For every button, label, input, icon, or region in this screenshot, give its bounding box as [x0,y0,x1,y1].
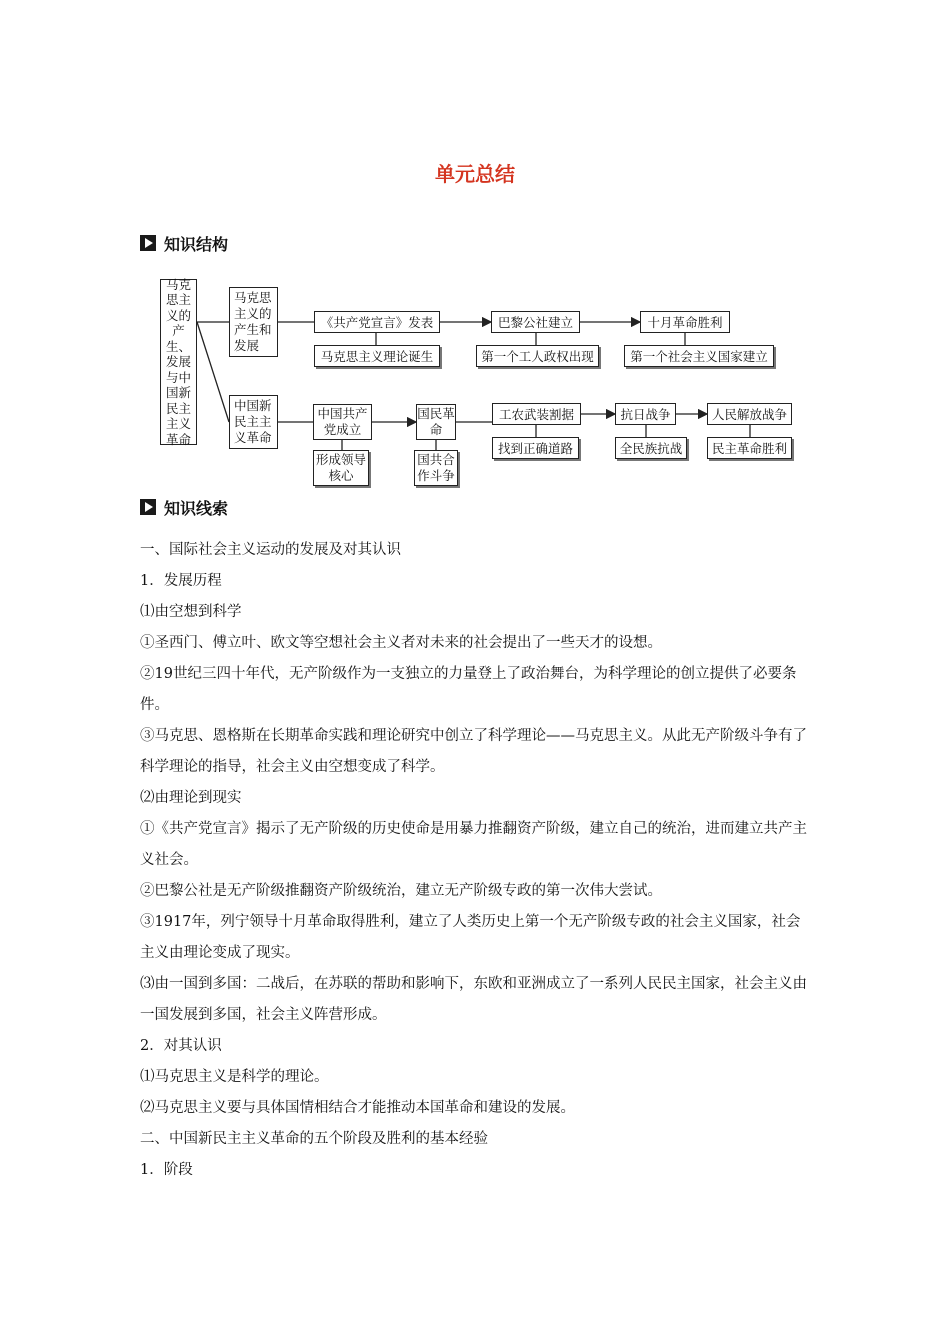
node-label: 第一个社会主义国家建立 [630,348,768,364]
diagram-branch1-label: 马克思主义的产生和发展 [234,290,272,353]
diagram-branch1-box [229,287,278,357]
paragraph: ①圣西门、傅立叶、欧文等空想社会主义者对未来的社会提出了一些天才的设想。 [140,635,662,651]
paragraph: ②19世纪三四十年代，无产阶级作为一支独立的力量登上了政治舞台，为科学理论的创立提供了必要条件。 [140,666,797,713]
node-label: 马克思主义理论诞生 [320,348,434,364]
paragraph: ⑶由一国到多国：二战后，在苏联的帮助和影响下，东欧和亚洲成立了一系列人民民主国家，社会主义由一国发展到多国，社会主义阵营形成。 [140,976,807,1023]
section-title: 知识结构 [164,234,229,254]
subheading: ⑴由空想到科学 [140,604,242,620]
diagram-sub-kmt-ccp-cooperation [414,450,458,486]
diagram-branch2-box [229,395,278,449]
node-label: 国共合作斗争 [417,452,455,483]
paragraph: ⑵马克思主义要与具体国情相结合才能推动本国革命和建设的发展。 [140,1100,575,1116]
node-label: 抗日战争 [620,406,671,422]
diagram-root-box [160,276,197,447]
paragraph: ②巴黎公社是无产阶级推翻资产阶级统治，建立无产阶级专政的第一次伟大尝试。 [140,883,662,899]
page-title: 单元总结 [435,162,515,186]
body-text [140,535,810,1186]
node-label: 中国共产党成立 [317,406,368,437]
diagram-root-label: 马克思主义的产生、发展与中国新民主主义革命 [165,276,191,447]
diagram-sub-marxism-born [314,345,440,367]
node-label: 《共产党宣言》发表 [320,314,434,330]
diagram-node-anti-japanese-war [615,403,676,425]
subheading: ⑵由理论到现实 [140,790,242,806]
diagram-node-armed-separatism [492,403,581,425]
heading-2: 二、中国新民主主义革命的五个阶段及胜利的基本经验 [140,1131,488,1147]
subheading: 1．发展历程 [140,573,222,589]
paragraph: ①《共产党宣言》揭示了无产阶级的历史使命是用暴力推翻资产阶级，建立自己的统治，进而建立共产主义社会。 [140,821,807,868]
paragraph: ⑴马克思主义是科学的理论。 [140,1069,329,1085]
play-triangle-icon [140,499,156,515]
diagram-sub-first-socialist-state [624,345,774,367]
node-label: 形成领导核心 [315,452,366,483]
diagram-branch2-label: 中国新民主主义革命 [234,398,272,445]
node-label: 找到正确道路 [497,440,573,456]
node-label: 第一个工人政权出现 [481,348,594,364]
section-heading-clues [140,496,228,518]
diagram-sub-right-path [492,437,579,459]
node-label: 人民解放战争 [711,406,787,422]
node-label: 巴黎公社建立 [497,314,573,330]
diagram-sub-nationwide-resistance [615,437,687,459]
diagram-node-paris-commune [491,311,580,333]
section-title: 知识线索 [164,498,229,518]
subheading: 2．对其认识 [140,1038,222,1054]
paragraph: ③马克思、恩格斯在长期革命实践和理论研究中创立了科学理论——马克思主义。从此无产阶级斗争有了科学理论的指导，社会主义由空想变成了科学。 [140,728,807,775]
node-label: 十月革命胜利 [647,314,723,330]
node-label: 国民革命 [417,406,455,437]
diagram-node-national-revolution [416,404,456,440]
node-label: 工农武装割据 [498,406,574,422]
subheading: 1．阶段 [140,1162,193,1178]
diagram-sub-first-workers-regime [476,345,599,367]
diagram-node-manifesto [314,311,440,333]
heading-1: 一、国际社会主义运动的发展及对其认识 [140,542,401,558]
node-label: 民主革命胜利 [711,440,787,456]
diagram-node-ccp-founded [313,404,372,440]
diagram-node-liberation-war [707,403,792,425]
diagram-sub-democratic-revolution-victory [707,437,792,459]
paragraph: ③1917年，列宁领导十月革命取得胜利，建立了人类历史上第一个无产阶级专政的社会主义国家，社会主义由理论变成了现实。 [140,914,801,961]
node-label: 全民族抗战 [619,440,683,456]
knowledge-structure-connectors [0,0,950,500]
diagram-sub-leadership-core [313,450,369,486]
diagram-node-october-revolution [640,311,730,333]
